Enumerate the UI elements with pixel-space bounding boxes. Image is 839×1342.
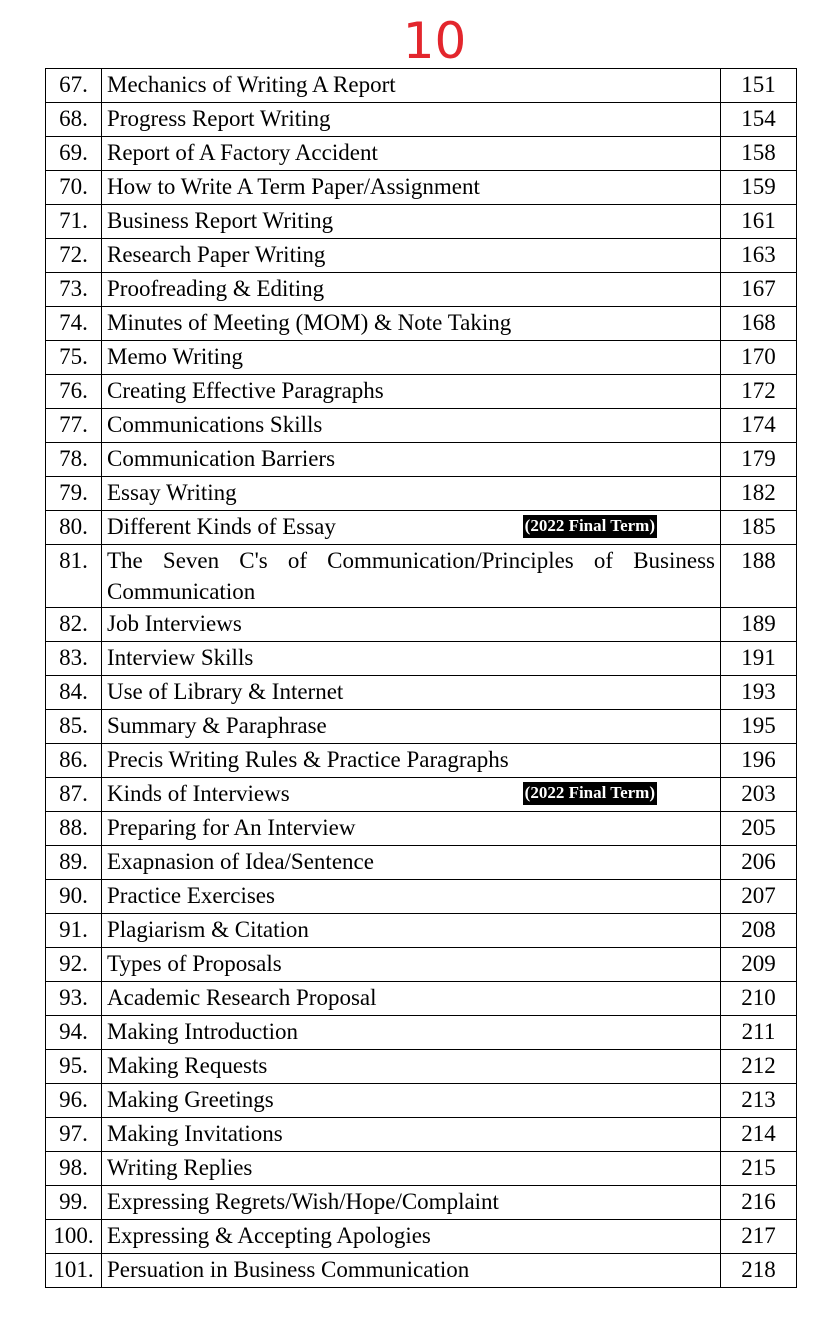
page-ref: 206 (721, 846, 797, 880)
chapter-title-cell (102, 744, 721, 778)
chapter-title: The Seven C's of Communication/Principles of Business Communication (107, 548, 715, 604)
chapter-title: Proofreading & Editing (107, 276, 325, 301)
chapter-title-wrap (107, 846, 715, 877)
chapter-title-wrap (107, 1050, 715, 1081)
table-row (46, 1084, 797, 1118)
chapter-title: Exapnasion of Idea/Sentence (107, 849, 374, 874)
chapter-title: Preparing for An Interview (107, 815, 356, 840)
chapter-title-cell (102, 914, 721, 948)
table-row (46, 1254, 797, 1288)
table-row (46, 778, 797, 812)
chapter-title-wrap (107, 744, 715, 775)
chapter-title-cell (102, 69, 721, 103)
page-ref: 215 (721, 1152, 797, 1186)
chapter-title-wrap (107, 307, 715, 338)
chapter-number: 100. (46, 1220, 102, 1254)
chapter-title-cell (102, 1220, 721, 1254)
chapter-number: 101. (46, 1254, 102, 1288)
chapter-title-wrap (107, 137, 715, 168)
page-ref: 167 (721, 273, 797, 307)
chapter-title-wrap (107, 69, 715, 100)
chapter-title-cell (102, 1186, 721, 1220)
chapter-title: Creating Effective Paragraphs (107, 378, 384, 403)
exam-badge: (2022 Final Term) (523, 782, 657, 805)
page-ref: 188 (721, 545, 797, 608)
chapter-title-cell (102, 205, 721, 239)
page-ref: 203 (721, 778, 797, 812)
chapter-title-cell (102, 239, 721, 273)
chapter-title-cell (102, 812, 721, 846)
chapter-title-wrap (107, 545, 715, 607)
chapter-title: Persuation in Business Communication (107, 1257, 470, 1282)
exam-badge: (2022 Final Term) (523, 515, 657, 538)
page-ref: 151 (721, 69, 797, 103)
page-ref: 179 (721, 443, 797, 477)
chapter-title: Different Kinds of Essay (107, 514, 336, 539)
chapter-title-wrap (107, 511, 715, 542)
chapter-title: How to Write A Term Paper/Assignment (107, 174, 480, 199)
chapter-title-wrap (107, 1152, 715, 1183)
chapter-title-wrap (107, 103, 715, 134)
table-row (46, 137, 797, 171)
page-ref: 161 (721, 205, 797, 239)
chapter-title-wrap (107, 205, 715, 236)
chapter-title-cell (102, 710, 721, 744)
table-row (46, 477, 797, 511)
chapter-title: Use of Library & Internet (107, 679, 344, 704)
table-row (46, 676, 797, 710)
chapter-number: 98. (46, 1152, 102, 1186)
chapter-number: 99. (46, 1186, 102, 1220)
table-row (46, 1220, 797, 1254)
chapter-number: 97. (46, 1118, 102, 1152)
chapter-number: 69. (46, 137, 102, 171)
chapter-title: Report of A Factory Accident (107, 140, 378, 165)
chapter-number: 96. (46, 1084, 102, 1118)
table-row (46, 948, 797, 982)
toc-body (46, 69, 797, 1288)
chapter-title: Precis Writing Rules & Practice Paragraphs (107, 747, 509, 772)
chapter-title-wrap (107, 1016, 715, 1047)
chapter-title: Mechanics of Writing A Report (107, 72, 396, 97)
table-row (46, 1016, 797, 1050)
chapter-title-wrap (107, 171, 715, 202)
chapter-number: 81. (46, 545, 102, 608)
page-ref: 213 (721, 1084, 797, 1118)
chapter-title-wrap (107, 710, 715, 741)
chapter-title-cell (102, 103, 721, 137)
chapter-title-cell (102, 846, 721, 880)
chapter-title: Kinds of Interviews (107, 781, 290, 806)
page-ref: 210 (721, 982, 797, 1016)
page-ref: 170 (721, 341, 797, 375)
chapter-title-wrap (107, 880, 715, 911)
chapter-title-wrap (107, 642, 715, 673)
chapter-number: 84. (46, 676, 102, 710)
chapter-title-cell (102, 545, 721, 608)
chapter-title-cell (102, 880, 721, 914)
table-row (46, 846, 797, 880)
chapter-title-cell (102, 443, 721, 477)
page-ref: 185 (721, 511, 797, 545)
table-row (46, 1152, 797, 1186)
table-row (46, 642, 797, 676)
page-ref: 193 (721, 676, 797, 710)
chapter-title-cell (102, 171, 721, 205)
table-row (46, 710, 797, 744)
chapter-title-cell (102, 1118, 721, 1152)
table-row (46, 1118, 797, 1152)
table-of-contents (45, 68, 797, 1288)
chapter-number: 74. (46, 307, 102, 341)
chapter-title: Minutes of Meeting (MOM) & Note Taking (107, 310, 512, 335)
chapter-title: Academic Research Proposal (107, 985, 377, 1010)
table-row (46, 744, 797, 778)
chapter-title-wrap (107, 477, 715, 508)
table-row (46, 1186, 797, 1220)
table-row (46, 103, 797, 137)
chapter-title: Job Interviews (107, 611, 242, 636)
page-ref: 217 (721, 1220, 797, 1254)
page-ref: 163 (721, 239, 797, 273)
chapter-title: Practice Exercises (107, 883, 275, 908)
page-ref: 191 (721, 642, 797, 676)
chapter-number: 91. (46, 914, 102, 948)
chapter-number: 87. (46, 778, 102, 812)
chapter-title-wrap (107, 443, 715, 474)
chapter-number: 76. (46, 375, 102, 409)
chapter-title-cell (102, 477, 721, 511)
chapter-title: Expressing Regrets/Wish/Hope/Complaint (107, 1189, 499, 1214)
chapter-number: 68. (46, 103, 102, 137)
table-row (46, 307, 797, 341)
chapter-title-wrap (107, 948, 715, 979)
chapter-title-wrap (107, 341, 715, 372)
chapter-title-cell (102, 948, 721, 982)
chapter-title-cell (102, 982, 721, 1016)
chapter-title-wrap (107, 375, 715, 406)
chapter-title-cell (102, 642, 721, 676)
chapter-number: 82. (46, 608, 102, 642)
page-ref: 218 (721, 1254, 797, 1288)
chapter-title: Communication Barriers (107, 446, 336, 471)
page-ref: 209 (721, 948, 797, 982)
chapter-title-wrap (107, 1220, 715, 1251)
chapter-title-wrap (107, 676, 715, 707)
chapter-title: Business Report Writing (107, 208, 334, 233)
chapter-title-wrap (107, 812, 715, 843)
table-row (46, 443, 797, 477)
table-row (46, 982, 797, 1016)
table-row (46, 171, 797, 205)
chapter-title: Plagiarism & Citation (107, 917, 309, 942)
chapter-title-wrap (107, 1084, 715, 1115)
page-ref: 212 (721, 1050, 797, 1084)
chapter-number: 92. (46, 948, 102, 982)
chapter-title: Expressing & Accepting Apologies (107, 1223, 431, 1248)
table-row (46, 205, 797, 239)
page-ref: 205 (721, 812, 797, 846)
chapter-title: Progress Report Writing (107, 106, 331, 131)
chapter-title: Making Introduction (107, 1019, 298, 1044)
table-row (46, 273, 797, 307)
chapter-title-cell (102, 608, 721, 642)
chapter-number: 94. (46, 1016, 102, 1050)
page-ref: 168 (721, 307, 797, 341)
chapter-title-cell (102, 1084, 721, 1118)
chapter-title-wrap (107, 239, 715, 270)
chapter-title-cell (102, 409, 721, 443)
chapter-number: 80. (46, 511, 102, 545)
table-row (46, 880, 797, 914)
chapter-number: 75. (46, 341, 102, 375)
page-ref: 182 (721, 477, 797, 511)
chapter-title-wrap (107, 778, 715, 809)
table-row (46, 545, 797, 608)
chapter-title-cell (102, 676, 721, 710)
page-ref: 211 (721, 1016, 797, 1050)
page-ref: 208 (721, 914, 797, 948)
chapter-number: 86. (46, 744, 102, 778)
chapter-title-cell (102, 511, 721, 545)
page-number: 10 (402, 12, 467, 70)
table-row (46, 914, 797, 948)
page-ref: 214 (721, 1118, 797, 1152)
chapter-title-wrap (107, 1186, 715, 1217)
chapter-number: 67. (46, 69, 102, 103)
chapter-title-cell (102, 341, 721, 375)
chapter-number: 70. (46, 171, 102, 205)
chapter-title-cell (102, 1152, 721, 1186)
chapter-title-cell (102, 307, 721, 341)
table-row (46, 409, 797, 443)
chapter-title-wrap (107, 273, 715, 304)
table-row (46, 239, 797, 273)
table-row (46, 511, 797, 545)
chapter-number: 88. (46, 812, 102, 846)
table-row (46, 375, 797, 409)
chapter-number: 83. (46, 642, 102, 676)
chapter-title: Making Invitations (107, 1121, 283, 1146)
chapter-title-cell (102, 1050, 721, 1084)
chapter-title-wrap (107, 914, 715, 945)
chapter-title: Writing Replies (107, 1155, 253, 1180)
chapter-title-cell (102, 778, 721, 812)
chapter-number: 78. (46, 443, 102, 477)
page-ref: 154 (721, 103, 797, 137)
page-ref: 189 (721, 608, 797, 642)
chapter-title: Making Requests (107, 1053, 268, 1078)
table-row (46, 1050, 797, 1084)
chapter-title-cell (102, 375, 721, 409)
chapter-number: 85. (46, 710, 102, 744)
chapter-number: 73. (46, 273, 102, 307)
table-row (46, 812, 797, 846)
chapter-number: 89. (46, 846, 102, 880)
chapter-title-cell (102, 273, 721, 307)
chapter-title: Types of Proposals (107, 951, 282, 976)
page-ref: 216 (721, 1186, 797, 1220)
chapter-title-wrap (107, 409, 715, 440)
chapter-number: 93. (46, 982, 102, 1016)
page-ref: 196 (721, 744, 797, 778)
page-ref: 159 (721, 171, 797, 205)
chapter-number: 95. (46, 1050, 102, 1084)
chapter-title-wrap (107, 982, 715, 1013)
chapter-number: 72. (46, 239, 102, 273)
chapter-number: 71. (46, 205, 102, 239)
chapter-number: 90. (46, 880, 102, 914)
page-ref: 158 (721, 137, 797, 171)
table-row (46, 608, 797, 642)
chapter-number: 79. (46, 477, 102, 511)
chapter-title: Research Paper Writing (107, 242, 326, 267)
page-ref: 174 (721, 409, 797, 443)
chapter-title-wrap (107, 1254, 715, 1285)
chapter-title: Communications Skills (107, 412, 323, 437)
chapter-title-cell (102, 137, 721, 171)
table-row (46, 341, 797, 375)
page-ref: 195 (721, 710, 797, 744)
chapter-title-wrap (107, 608, 715, 639)
chapter-title: Making Greetings (107, 1087, 274, 1112)
page-ref: 207 (721, 880, 797, 914)
chapter-title-wrap (107, 1118, 715, 1149)
page-ref: 172 (721, 375, 797, 409)
chapter-title: Interview Skills (107, 645, 254, 670)
chapter-title-cell (102, 1254, 721, 1288)
chapter-number: 77. (46, 409, 102, 443)
chapter-title: Summary & Paraphrase (107, 713, 327, 738)
chapter-title-cell (102, 1016, 721, 1050)
chapter-title: Memo Writing (107, 344, 244, 369)
chapter-title: Essay Writing (107, 480, 237, 505)
table-row (46, 69, 797, 103)
